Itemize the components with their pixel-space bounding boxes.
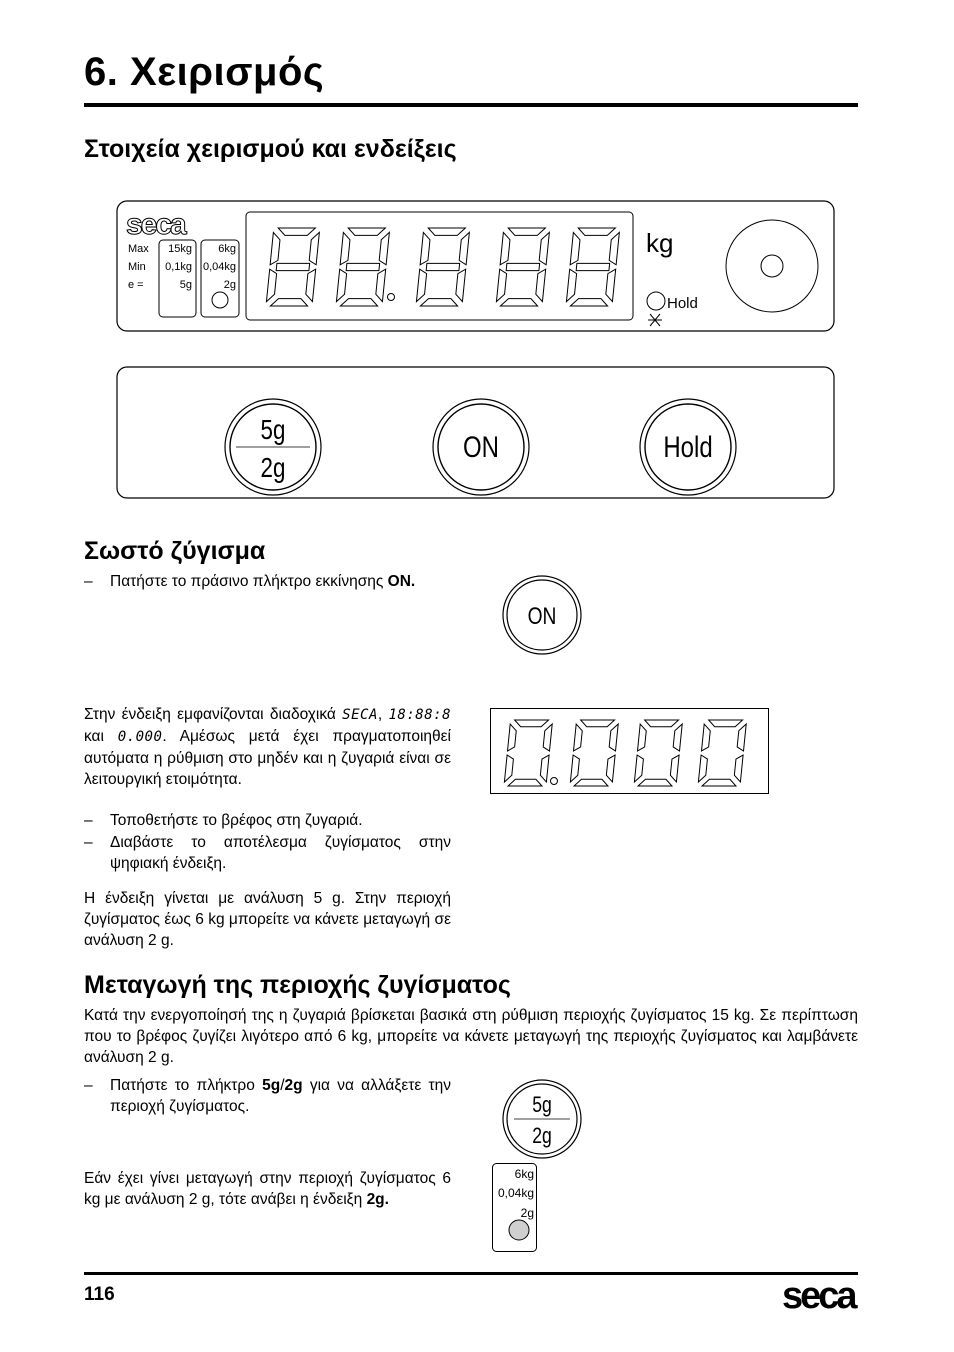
bullet-bold-text: 5g: [262, 1077, 281, 1094]
footer-brand-logo: seca: [782, 1275, 855, 1317]
paragraph-range-indicator: [84, 1168, 451, 1210]
range-key-top-label: 5g: [260, 414, 286, 446]
hold-key-button[interactable]: [640, 399, 736, 495]
list-dash: –: [84, 834, 93, 851]
range-key-illustration-top: 5g: [532, 1093, 552, 1118]
section-heading-controls: Στοιχεία χειρισμού και ενδείξεις: [84, 135, 457, 163]
zero-display-illustration: [490, 708, 770, 795]
paragraph-text: Στην ένδειξη εμφανίζονται διαδοχικά: [84, 706, 343, 723]
indicator-max: 6kg: [514, 1167, 534, 1181]
range-key-illustration-bottom: 2g: [532, 1124, 552, 1149]
bullet-text: για να αλλάξετε την περιοχή ζυγίσματος.: [110, 1077, 451, 1115]
bullet-bold-text: 2g: [284, 1077, 303, 1094]
section-heading-range-switch: Μεταγωγή της περιοχής ζυγίσματος: [84, 971, 511, 999]
paragraph-display-sequence: [84, 704, 451, 790]
paragraph-text: Εάν έχει γίνει μεταγωγή στην περιοχή ζυγίσματος 6 kg με ανάλυση 2 g, τότε ανάβει η ένδειξη: [84, 1170, 451, 1208]
paragraph-resolution: Η ένδειξη γίνεται με ανάλυση 5 g. Στην περιοχή ζυγίσματος έως 6 kg μπορείτε να κάνετε μεταγωγή σε ανάλυση 2 g.: [84, 890, 451, 949]
paragraph-text: . Αμέσως μετά έχει πραγματοποιηθεί αυτόματα η ρύθμιση στο μηδέν και η ζυγαριά είναι σε λειτουργική ετοιμότητα.: [84, 728, 451, 788]
list-item-text: [110, 571, 451, 592]
display-brand-logo: seca: [126, 208, 185, 241]
bottom-rule: [84, 1272, 858, 1275]
range-indicator-illustration: [490, 1160, 540, 1254]
list-item-text: Τοποθετήστε το βρέφος στη ζυγαριά.: [110, 812, 363, 829]
range2-max: 6kg: [218, 243, 236, 255]
range-key-illustration: [498, 1078, 586, 1160]
on-key-illustration-label: ON: [527, 601, 557, 630]
segment-text-test: 18:88:8: [388, 707, 452, 723]
page-number: 116: [84, 1284, 115, 1305]
key-panel: [116, 366, 836, 500]
range-key-button[interactable]: [225, 399, 321, 495]
paragraph-range-intro: Κατά την ενεργοποίησή της η ζυγαριά βρίσκεται βασικά στη ρύθμιση περιοχής ζυγίσματος 15 kg. Σε περίπτωση που το βρέφος ζυγίζει λιγότερο από 6 kg, μπορείτε να κάνετε μεταγωγή της περιοχής ζυγίσματος και λαμβάνετε ανάλυση 2 g.: [84, 1007, 858, 1066]
bullet-text: Πατήστε το πλήκτρο: [110, 1077, 263, 1094]
list-dash: –: [84, 812, 93, 829]
hold-indicator-label: Hold: [667, 295, 698, 312]
range1-max: 15kg: [168, 243, 192, 255]
list-dash: –: [84, 573, 93, 590]
indicator-min: 0,04kg: [497, 1186, 534, 1200]
segment-text-seca: SECA: [342, 707, 378, 723]
range2-min: 0,04kg: [202, 261, 236, 273]
top-rule: [84, 103, 858, 107]
label-e: e =: [128, 279, 144, 291]
display-panel: [116, 200, 836, 334]
bullet-text: /: [280, 1077, 285, 1094]
range1-e: 5g: [179, 279, 192, 291]
paragraph-bold-text: 2g.: [366, 1191, 389, 1208]
range-key-bottom-label: 2g: [260, 452, 286, 484]
on-key-illustration: [500, 572, 584, 658]
paragraph-text: ,: [377, 706, 383, 723]
range1-min: 0,1kg: [165, 261, 192, 273]
segment-text-zero: 0.000: [117, 729, 163, 745]
label-max: Max: [128, 243, 149, 255]
chapter-title: 6. Χειρισμός: [84, 50, 325, 94]
unit-label: kg: [646, 228, 674, 258]
indicator-e: 2g: [520, 1206, 534, 1220]
hold-key-label: Hold: [663, 429, 713, 464]
section-heading-weighing: Σωστό ζύγισμα: [84, 537, 266, 565]
indicator-lamp-lit: [509, 1220, 529, 1240]
on-key-button[interactable]: [433, 399, 529, 495]
bullet-bold-text: ON.: [387, 573, 416, 590]
paragraph-text: και: [84, 728, 118, 745]
list-item-text: [110, 1075, 451, 1117]
list-dash: –: [84, 1077, 93, 1094]
label-min: Min: [128, 261, 146, 273]
bullet-text: Πατήστε το πράσινο πλήκτρο εκκίνησης: [110, 573, 388, 590]
on-key-label: ON: [463, 429, 499, 464]
list-item-text: Διαβάστε το αποτέλεσμα ζυγίσματος στην ψηφιακή ένδειξη.: [110, 834, 451, 872]
range2-e: 2g: [223, 279, 236, 291]
